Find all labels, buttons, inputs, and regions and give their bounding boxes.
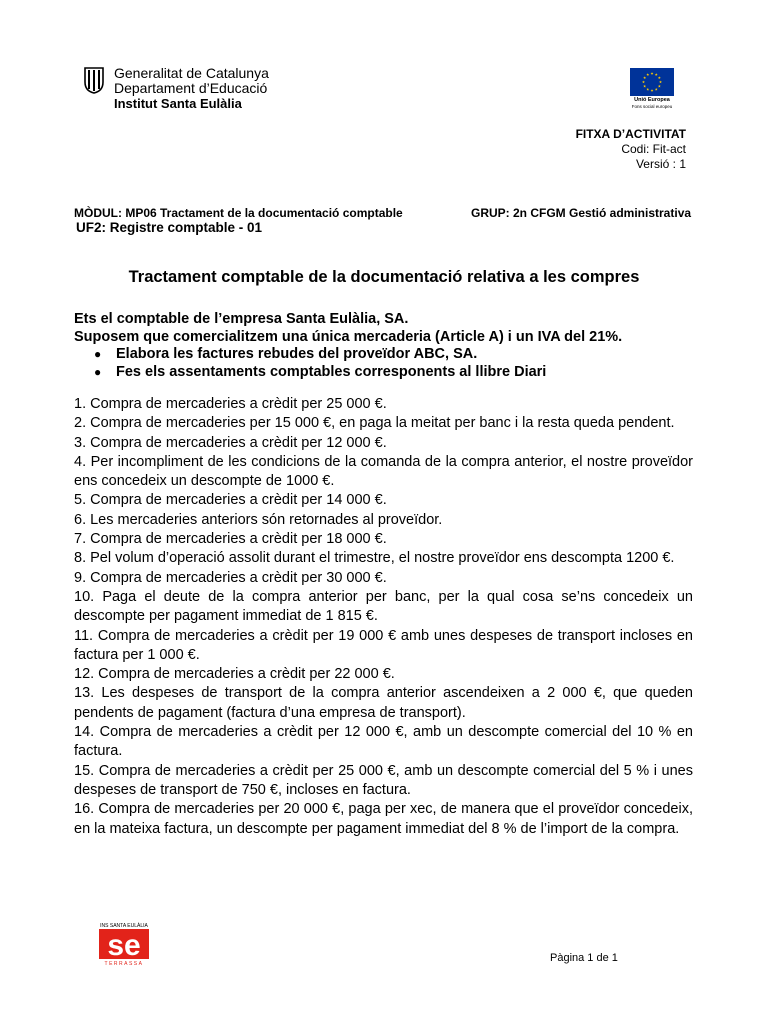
fitxa-title: FITXA D’ACTIVITAT [575, 127, 686, 141]
exercise-item: 12. Compra de mercaderies a crèdit per 22 000 €. [74, 666, 395, 683]
exercise-item: 6. Les mercaderies anteriors són retornades al proveïdor. [74, 511, 443, 528]
school-logo [96, 922, 152, 966]
exercise-item: 1. Compra de mercaderies a crèdit per 25 000 €. [74, 396, 387, 412]
exercise-item: 7. Compra de mercaderies a crèdit per 18 000 €. [74, 531, 387, 548]
generalitat-logo [83, 66, 268, 112]
exercise-item: 14. Compra de mercaderies a crèdit per 12 000 €, amb un descompte comercial del 10 % en factura. [74, 724, 693, 760]
intro-line: Suposem que comercialitzem una única mercaderia (Article A) i un IVA del 21%. [74, 328, 623, 345]
intro-block [74, 311, 694, 381]
fitxa-version: Versió : 1 [635, 157, 686, 171]
document-title: Tractament comptable de la documentació relativa a les compres [128, 268, 640, 286]
exercise-item: 9. Compra de mercaderies a crèdit per 30 000 €. [74, 569, 387, 586]
exercise-item: 15. Compra de mercaderies a crèdit per 25 000 €, amb un descompte comercial del 5 % i unes despeses de transport de 750 €, incloses en factura. [74, 762, 693, 798]
svg-text:TERRASSA: TERRASSA [104, 961, 144, 966]
exercise-item: 2. Compra de mercaderies per 15 000 €, en paga la meitat per banc i la resta queda pendent. [74, 415, 675, 432]
fitxa-block [576, 126, 686, 172]
gen-line2: Departament d’Educació [114, 80, 268, 96]
page-number: Pàgina 1 de 1 [550, 952, 618, 964]
svg-text:INS SANTA EULÀLIA: INS SANTA EULÀLIA [100, 923, 148, 929]
exercise-item: 11. Compra de mercaderies a crèdit per 19 000 € amb unes despeses de transport incloses en factura per 1 000 €. [74, 627, 693, 663]
group-name: GRUP: 2n CFGM Gestió administrativa [471, 206, 692, 220]
task-item: ● Elabora les factures rebudes del proveïdor ABC, SA. [94, 346, 694, 364]
exercise-item: 10. Paga el deute de la compra anterior per banc, per la qual cosa se’ns concedeix un descompte per pagament immediat de 1 815 €. [74, 588, 693, 625]
eu-text1: Unió Europea [634, 97, 670, 103]
fitxa-code: Codi: Fit-act [621, 142, 686, 156]
unit-name: UF2: Registre comptable - 01 [76, 220, 263, 235]
svg-text:se: se [107, 929, 141, 962]
generalitat-emblem-icon [83, 66, 105, 94]
exercise-item: 13. Les despeses de transport de la compra anterior ascendeixen a 2 000 €, que queden pendents de pagament (factura d’una empresa de transport). [74, 685, 693, 721]
exercise-item: 16. Compra de mercaderies per 20 000 €, paga per xec, de manera que el proveïdor concedeix, en la mateixa factura, un descompte per pagament immediat del 8 % de l’import de la compra. [74, 801, 693, 837]
eu-logo [624, 68, 680, 112]
school-logo-icon [96, 922, 152, 966]
exercise-item: 4. Per incompliment de les condicions de la comanda de la compra anterior, el nostre proveïdor ens concedeix un descompte de 1000 €. [74, 453, 693, 490]
exercise-item: 8. Pel volum d’operació assolit durant el trimestre, el nostre proveïdor ens descompta 1200 €. [74, 550, 675, 567]
gen-line3: Institut Santa Eulàlia [114, 96, 242, 111]
task-list [74, 346, 694, 381]
module-name: MÒDUL: MP06 Tractament de la documentació comptable [74, 206, 403, 220]
eu-flag-icon [630, 68, 674, 96]
exercise-item: 5. Compra de mercaderies a crèdit per 14 000 €. [74, 492, 387, 509]
task-item: ● Fes els assentaments comptables corresponents al llibre Diari [94, 364, 694, 382]
eu-text2: Fons social europeu [631, 104, 673, 109]
exercise-item: 3. Compra de mercaderies a crèdit per 12 000 €. [74, 434, 387, 451]
exercise-list [74, 395, 693, 839]
gen-line1: Generalitat de Catalunya [114, 65, 269, 81]
intro-line: Ets el comptable de l’empresa Santa Eulàlia, SA. [74, 311, 409, 327]
